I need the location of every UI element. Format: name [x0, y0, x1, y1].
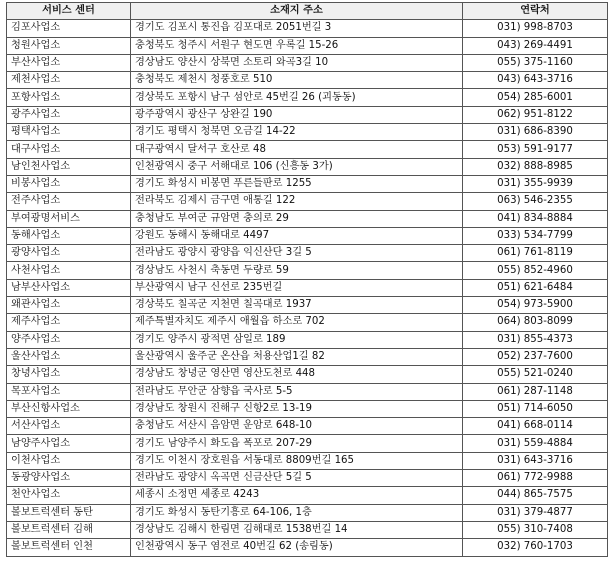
- address-cell: 경상북도 포항시 남구 섬안로 45번길 26 (괴동동): [131, 89, 463, 106]
- address-cell: 경기도 이천시 장호원읍 서동대로 8809번길 165: [131, 452, 463, 469]
- center-name-cell: 동해사업소: [7, 227, 131, 244]
- phone-cell: 062) 951-8122: [463, 106, 608, 123]
- table-row: [7, 210, 608, 227]
- center-name-cell: 양주사업소: [7, 331, 131, 348]
- table-row: [7, 487, 608, 504]
- table-row: [7, 279, 608, 296]
- center-name-cell: 동광양사업소: [7, 470, 131, 487]
- center-name-cell: 비봉사업소: [7, 175, 131, 192]
- address-cell: 강원도 동해시 동해대로 4497: [131, 227, 463, 244]
- table-row: [7, 400, 608, 417]
- phone-cell: 032) 888-8985: [463, 158, 608, 175]
- phone-cell: 044) 865-7575: [463, 487, 608, 504]
- phone-cell: 051) 714-6050: [463, 400, 608, 417]
- phone-cell: 033) 534-7799: [463, 227, 608, 244]
- center-name-cell: 왜관사업소: [7, 297, 131, 314]
- address-cell: 부산광역시 남구 신선로 235번길: [131, 279, 463, 296]
- address-cell: 경상남도 창녕군 영산면 영산도천로 448: [131, 366, 463, 383]
- address-cell: 충청북도 청주시 서원구 현도면 우록길 15-26: [131, 37, 463, 54]
- phone-cell: 043) 269-4491: [463, 37, 608, 54]
- phone-cell: 055) 852-4960: [463, 262, 608, 279]
- table-row: [7, 106, 608, 123]
- address-cell: 경기도 양주시 광적면 삼일로 189: [131, 331, 463, 348]
- center-name-cell: 포항사업소: [7, 89, 131, 106]
- phone-cell: 054) 285-6001: [463, 89, 608, 106]
- center-name-cell: 볼보트럭센터 김해: [7, 521, 131, 538]
- center-name-cell: 제천사업소: [7, 72, 131, 89]
- center-name-cell: 이천사업소: [7, 452, 131, 469]
- table-row: [7, 262, 608, 279]
- table-row: [7, 435, 608, 452]
- center-name-cell: 울산사업소: [7, 348, 131, 365]
- table-row: [7, 227, 608, 244]
- table-row: [7, 245, 608, 262]
- address-cell: 광주광역시 광산구 상완길 190: [131, 106, 463, 123]
- center-name-cell: 남부산사업소: [7, 279, 131, 296]
- address-cell: 전라남도 무안군 삼향읍 국사로 5-5: [131, 383, 463, 400]
- phone-cell: 043) 643-3716: [463, 72, 608, 89]
- table-row: [7, 72, 608, 89]
- table-row: [7, 366, 608, 383]
- header-name: 서비스 센터: [7, 3, 131, 20]
- address-cell: 전라북도 김제시 금구면 애통길 122: [131, 193, 463, 210]
- address-cell: 경기도 김포시 통진읍 김포대로 2051번길 3: [131, 20, 463, 37]
- address-cell: 경기도 화성시 비봉면 푸른들판로 1255: [131, 175, 463, 192]
- address-cell: 울산광역시 울주군 온산읍 처용산업1길 82: [131, 348, 463, 365]
- table-row: [7, 539, 608, 556]
- center-name-cell: 창녕사업소: [7, 366, 131, 383]
- address-cell: 대구광역시 달서구 호산로 48: [131, 141, 463, 158]
- table-row: [7, 297, 608, 314]
- address-cell: 경상남도 양산시 상북면 소토리 와곡3길 10: [131, 54, 463, 71]
- address-cell: 경기도 화성시 동탄기흥로 64-106, 1층: [131, 504, 463, 521]
- center-name-cell: 광양사업소: [7, 245, 131, 262]
- table-row: [7, 383, 608, 400]
- center-name-cell: 목포사업소: [7, 383, 131, 400]
- table-row: [7, 452, 608, 469]
- center-name-cell: 청원사업소: [7, 37, 131, 54]
- table-row: [7, 37, 608, 54]
- center-name-cell: 남인천사업소: [7, 158, 131, 175]
- center-name-cell: 서산사업소: [7, 418, 131, 435]
- address-cell: 경기도 남양주시 화도읍 폭포로 207-29: [131, 435, 463, 452]
- phone-cell: 031) 686-8390: [463, 124, 608, 141]
- table-row: [7, 20, 608, 37]
- phone-cell: 032) 760-1703: [463, 539, 608, 556]
- table-row: [7, 348, 608, 365]
- table-row: [7, 141, 608, 158]
- address-cell: 충청남도 부여군 규암면 충의로 29: [131, 210, 463, 227]
- address-cell: 경기도 평택시 청북면 오금길 14-22: [131, 124, 463, 141]
- center-name-cell: 부산신항사업소: [7, 400, 131, 417]
- address-cell: 제주특별자치도 제주시 애월읍 하소로 702: [131, 314, 463, 331]
- address-cell: 경상남도 창원시 진해구 신항2로 13-19: [131, 400, 463, 417]
- table-row: [7, 470, 608, 487]
- center-name-cell: 김포사업소: [7, 20, 131, 37]
- phone-cell: 054) 973-5900: [463, 297, 608, 314]
- phone-cell: 061) 761-8119: [463, 245, 608, 262]
- table-row: [7, 124, 608, 141]
- center-name-cell: 대구사업소: [7, 141, 131, 158]
- phone-cell: 031) 559-4884: [463, 435, 608, 452]
- table-row: [7, 521, 608, 538]
- phone-cell: 055) 375-1160: [463, 54, 608, 71]
- address-cell: 인천광역시 동구 염전로 40번길 62 (송림동): [131, 539, 463, 556]
- center-name-cell: 평택사업소: [7, 124, 131, 141]
- center-name-cell: 제주사업소: [7, 314, 131, 331]
- phone-cell: 031) 355-9939: [463, 175, 608, 192]
- header-row: [7, 3, 608, 20]
- center-name-cell: 부여광명서비스: [7, 210, 131, 227]
- address-cell: 충청북도 제천시 청풍호로 510: [131, 72, 463, 89]
- phone-cell: 053) 591-9177: [463, 141, 608, 158]
- header-phone: 연락처: [463, 3, 608, 20]
- table-row: [7, 314, 608, 331]
- center-name-cell: 볼보트럭센터 동탄: [7, 504, 131, 521]
- table-row: [7, 193, 608, 210]
- center-name-cell: 부산사업소: [7, 54, 131, 71]
- address-cell: 전라남도 광양시 광양읍 익신산단 3길 5: [131, 245, 463, 262]
- address-cell: 경상남도 사천시 축동면 두량로 59: [131, 262, 463, 279]
- phone-cell: 052) 237-7600: [463, 348, 608, 365]
- address-cell: 경상북도 칠곡군 지천면 칠곡대로 1937: [131, 297, 463, 314]
- center-name-cell: 천안사업소: [7, 487, 131, 504]
- center-name-cell: 사천사업소: [7, 262, 131, 279]
- address-cell: 충청남도 서산시 음암면 운암로 648-10: [131, 418, 463, 435]
- center-name-cell: 남양주사업소: [7, 435, 131, 452]
- table-row: [7, 158, 608, 175]
- phone-cell: 031) 998-8703: [463, 20, 608, 37]
- phone-cell: 031) 379-4877: [463, 504, 608, 521]
- address-cell: 전라남도 광양시 옥곡면 신금산단 5길 5: [131, 470, 463, 487]
- center-name-cell: 광주사업소: [7, 106, 131, 123]
- table-row: [7, 331, 608, 348]
- phone-cell: 051) 621-6484: [463, 279, 608, 296]
- phone-cell: 063) 546-2355: [463, 193, 608, 210]
- phone-cell: 061) 772-9988: [463, 470, 608, 487]
- table-row: [7, 504, 608, 521]
- phone-cell: 041) 668-0114: [463, 418, 608, 435]
- header-address: 소재지 주소: [131, 3, 463, 20]
- table-row: [7, 418, 608, 435]
- address-cell: 세종시 소정면 세종로 4243: [131, 487, 463, 504]
- phone-cell: 041) 834-8884: [463, 210, 608, 227]
- phone-cell: 055) 310-7408: [463, 521, 608, 538]
- service-center-table: [6, 2, 608, 557]
- phone-cell: 064) 803-8099: [463, 314, 608, 331]
- center-name-cell: 볼보트럭센터 인천: [7, 539, 131, 556]
- address-cell: 인천광역시 중구 서해대로 106 (신흥동 3가): [131, 158, 463, 175]
- phone-cell: 061) 287-1148: [463, 383, 608, 400]
- address-cell: 경상남도 김해시 한림면 김해대로 1538번길 14: [131, 521, 463, 538]
- phone-cell: 031) 643-3716: [463, 452, 608, 469]
- phone-cell: 031) 855-4373: [463, 331, 608, 348]
- center-name-cell: 전주사업소: [7, 193, 131, 210]
- table-row: [7, 54, 608, 71]
- table-row: [7, 175, 608, 192]
- phone-cell: 055) 521-0240: [463, 366, 608, 383]
- table-row: [7, 89, 608, 106]
